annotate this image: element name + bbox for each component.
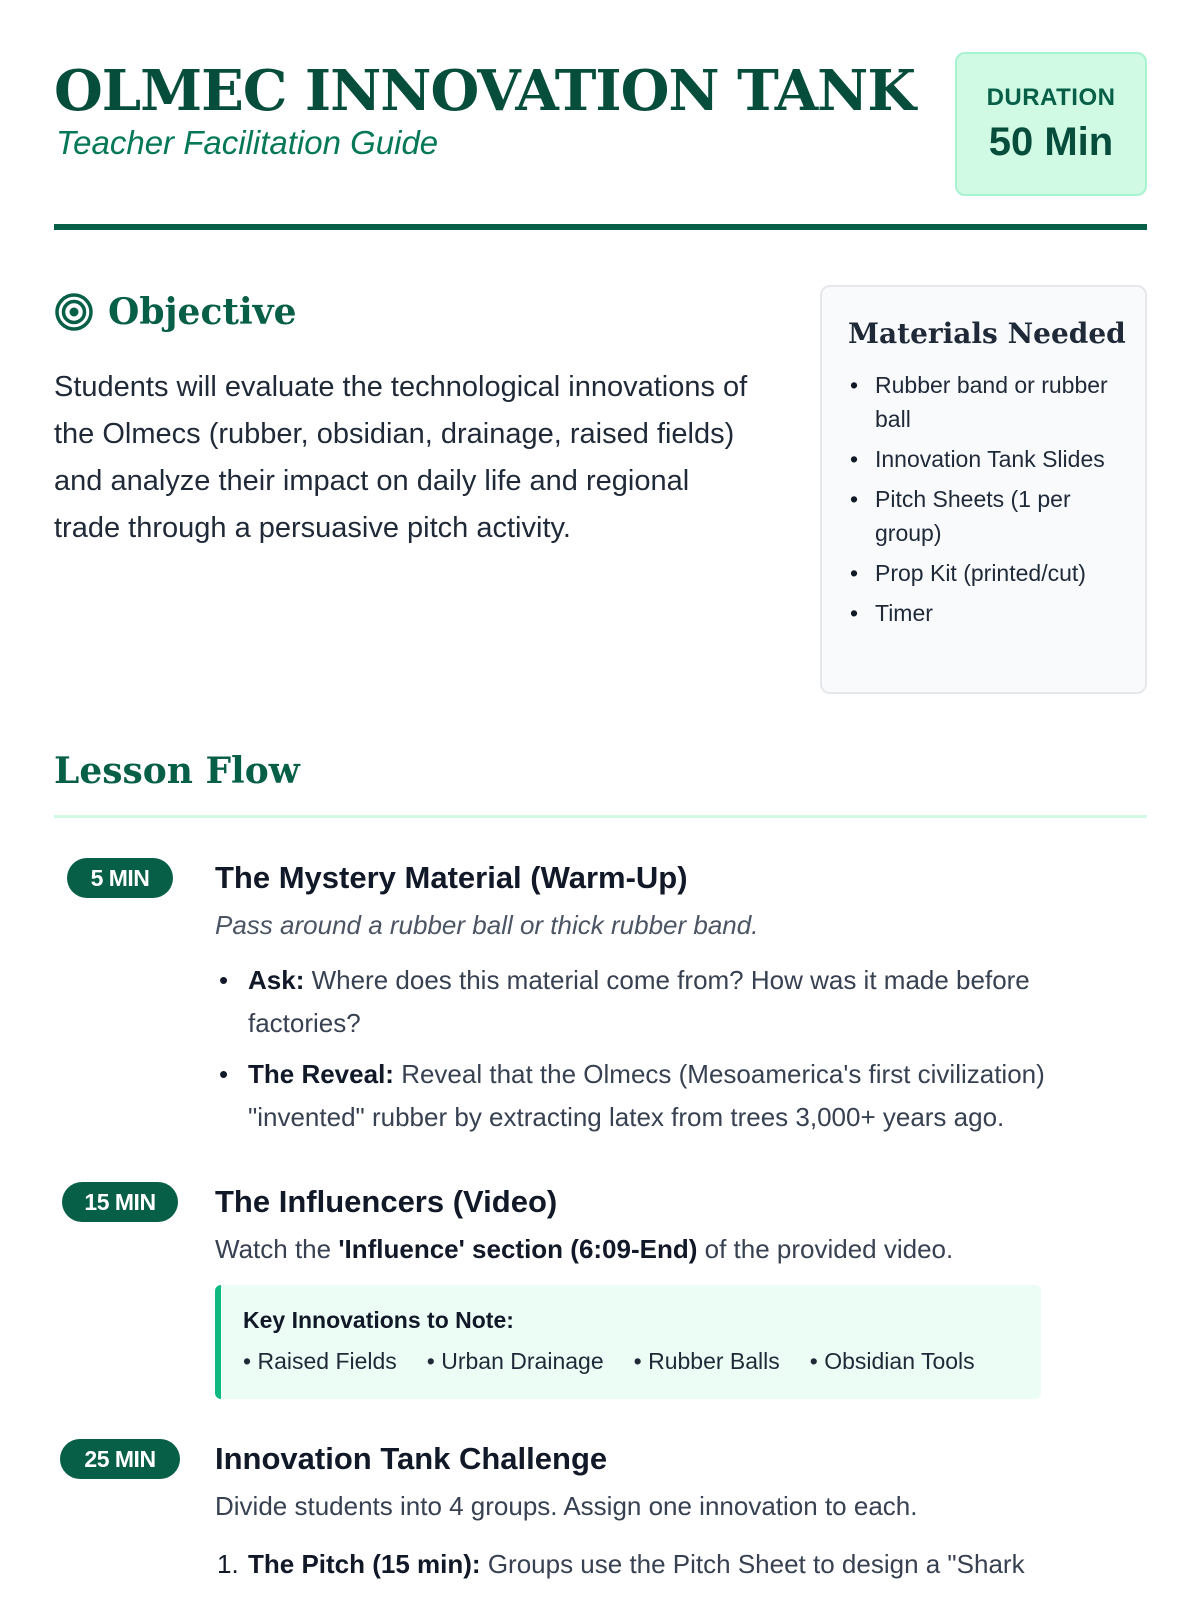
- objective-heading-text: Objective: [108, 291, 297, 333]
- bullet-label: Ask:: [248, 965, 305, 995]
- materials-item: • Innovation Tank Slides: [848, 442, 1121, 476]
- materials-item: • Timer: [848, 596, 1121, 630]
- header-divider: [54, 224, 1147, 230]
- item-number: 1.: [217, 1549, 239, 1579]
- time-badge: 5 MIN: [67, 858, 173, 898]
- note-item: • Obsidian Tools: [809, 1348, 975, 1374]
- step-intro: Divide students into 4 groups. Assign one innovation to each.: [215, 1491, 918, 1521]
- key-innovations-note: [215, 1285, 1041, 1399]
- lesson-flow-divider: [54, 815, 1147, 818]
- intro-text: Watch the: [215, 1234, 339, 1264]
- duration-label: DURATION: [986, 84, 1116, 111]
- materials-list: [848, 368, 1121, 630]
- note-item: • Raised Fields: [243, 1348, 397, 1374]
- step-body: [215, 1441, 1147, 1587]
- time-badge: 25 MIN: [60, 1439, 180, 1479]
- page-title: OLMEC INNOVATION TANK: [54, 58, 915, 124]
- page-subtitle: Teacher Facilitation Guide: [56, 124, 439, 161]
- step-intro: Pass around a rubber ball or thick rubber band.: [215, 910, 759, 940]
- step-title: The Mystery Material (Warm-Up): [215, 860, 688, 895]
- page-header: [54, 52, 1147, 232]
- bullet-label: The Reveal:: [248, 1059, 394, 1089]
- note-title: Key Innovations to Note:: [243, 1307, 514, 1333]
- lesson-flow-heading: Lesson Flow: [54, 750, 300, 792]
- bullet-text: Reveal that the Olmecs (Mesoamerica's first civilization) "invented" rubber by extracting latex from trees 3,000+ years ago.: [248, 1059, 1045, 1132]
- materials-card: [820, 285, 1147, 694]
- numbered-item: [215, 1542, 1147, 1587]
- step-title: Innovation Tank Challenge: [215, 1441, 608, 1476]
- objective-heading: [54, 288, 297, 336]
- intro-emphasis: 'Influence' section (6:09-End): [338, 1234, 698, 1264]
- note-items: [243, 1348, 1041, 1375]
- target-icon: [54, 292, 94, 332]
- step-body: [215, 860, 1147, 1147]
- objective-text: Students will evaluate the technological innovations of the Olmecs (rubber, obsidian, drainage, raised fields) and analyze their impact on daily life and regional trade through a persuasive pitch activity.: [54, 371, 748, 544]
- duration-box: [955, 52, 1147, 196]
- item-label: The Pitch (15 min):: [248, 1549, 481, 1579]
- materials-item: • Prop Kit (printed/cut): [848, 556, 1121, 590]
- step-body: [215, 1184, 1147, 1399]
- materials-heading: Materials Needed: [848, 317, 1126, 350]
- step-bullets: [215, 959, 1147, 1139]
- step-title: The Influencers (Video): [215, 1184, 558, 1219]
- step-bullet: [215, 959, 1147, 1045]
- materials-item: • Rubber band or rubber ball: [848, 368, 1121, 436]
- materials-item: • Pitch Sheets (1 per group): [848, 482, 1121, 550]
- bullet-text: Where does this material come from? How was it made before factories?: [248, 965, 1030, 1038]
- item-text: Groups use the Pitch Sheet to design a "Shark: [487, 1549, 1025, 1579]
- step-bullet: [215, 1053, 1147, 1139]
- step-numbered-list: [215, 1542, 1147, 1587]
- note-item: • Rubber Balls: [633, 1348, 780, 1374]
- note-item: • Urban Drainage: [426, 1348, 604, 1374]
- intro-text: of the provided video.: [697, 1234, 954, 1264]
- step-intro: [215, 1234, 1147, 1265]
- time-badge: 15 MIN: [62, 1182, 178, 1222]
- duration-value: 50 Min: [988, 120, 1114, 164]
